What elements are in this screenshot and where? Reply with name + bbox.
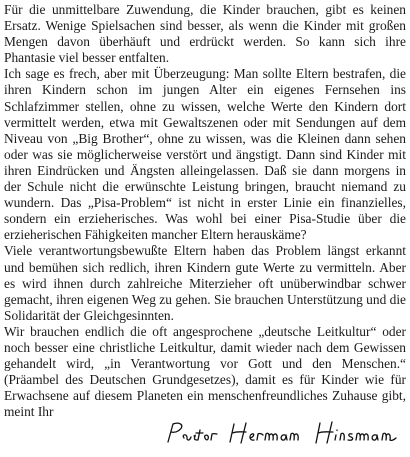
signature-block (4, 420, 406, 450)
paragraph-television: Ich sage es frech, aber mit Überzeugung: Man sollte Eltern bestrafen, die ihren Kindern schon im jungen Alter ein eigenes Fernsehen ins Schlafzimmer stellen, ohne zu wissen, welche Werte den Kindern dort vermittelt werden, etwa mit Gewaltszenen oder mit Sendungen auf dem Niveau von „Big Brother“, ohne zu wissen, was die Kleinen dann sehen oder was sie möglicherweise verstört und ängstigt. Dann sind Kinder mit ihren Eindrücken und Ängsten alleingelassen. Daß sie dann morgens in der Schule nicht die erwünschte Leistung bringen, braucht niemand zu wundern. Das „Pisa-Problem“ ist nicht in erster Linie ein finanzielles, sondern ein erzieherisches. Was wohl bei einer Pisa-Studie über die erzieherischen Fähigkeiten mancher Eltern herauskäme? (4, 66, 406, 243)
handwritten-signature (164, 418, 410, 448)
document-page (4, 2, 406, 450)
paragraph-responsible-parents: Viele verantwortungsbewußte Eltern haben das Problem längst erkannt und bemühen sich redlich, ihren Kindern gute Werte zu vermitteln. Aber es wird ihnen durch zahlreiche Miterzieher oft unüberwindbar schwer gemacht, ihren eigenen Weg zu gehen. Sie brauchen Unterstützung und die Solidarität der Gleichgesinnten. (4, 243, 406, 323)
paragraph-toys: Für die unmittelbare Zuwendung, die Kinder brauchen, gibt es keinen Ersatz. Wenige Spielsachen sind besser, als wenn die Kinder mit großen Mengen davon überhäuft und erdrückt werden. So kann sich ihre Phantasie viel besser entfalten. (4, 2, 406, 66)
paragraph-leitkultur: Wir brauchen endlich die oft angesprochene „deutsche Leitkultur“ oder noch besser eine christliche Leitkultur, damit wieder nach dem Gewissen gehandelt wird, „in Verantwortung vor Gott und den Menschen.“ (Präambel des Deutschen Grundgesetzes), damit es für Kinder wie für Erwachsene auf diesem Planeten ein menschenfreundliches Zuhause gibt, meint Ihr (4, 323, 406, 420)
